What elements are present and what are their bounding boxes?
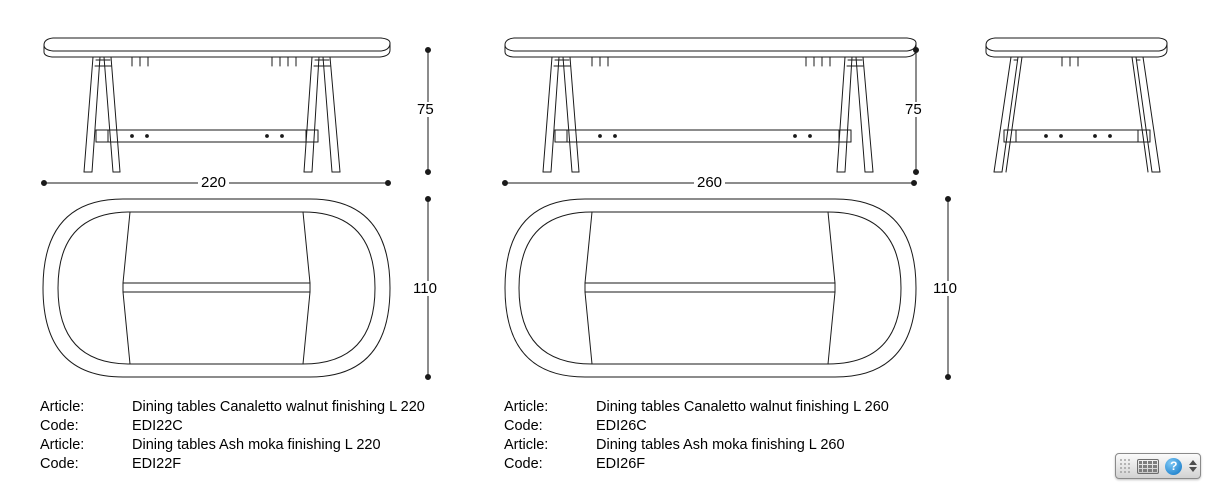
spec-key: Code:	[504, 418, 543, 434]
spec-row	[504, 398, 889, 417]
spec-value: Dining tables Ash moka finishing L 260	[596, 437, 845, 453]
drag-handle-icon[interactable]	[1119, 458, 1130, 474]
dim-label-center-height: 75	[902, 102, 925, 117]
spec-row	[40, 398, 425, 417]
dim-label-left-height: 75	[414, 102, 437, 117]
spec-key: Code:	[40, 456, 79, 472]
dim-label-left-width: 220	[198, 175, 229, 190]
help-icon[interactable]: ?	[1165, 458, 1182, 475]
view-center-plan	[505, 199, 916, 377]
spec-key: Article:	[40, 437, 85, 453]
spec-row	[504, 417, 889, 436]
spec-key: Article:	[504, 437, 549, 453]
spec-row	[504, 436, 889, 455]
spec-key: Article:	[504, 399, 549, 415]
dim-label-center-width: 260	[694, 175, 725, 190]
spec-key: Article:	[40, 399, 85, 415]
spec-value: EDI26C	[596, 418, 647, 434]
spec-key: Code:	[40, 418, 79, 434]
spec-value: EDI26F	[596, 456, 646, 472]
spec-block-left	[40, 398, 425, 474]
spec-value: EDI22F	[132, 456, 182, 472]
stepper-arrows-icon[interactable]	[1189, 460, 1197, 472]
spec-value: Dining tables Canaletto walnut finishing L 220	[132, 399, 425, 415]
spec-value: EDI22C	[132, 418, 183, 434]
spec-row	[40, 455, 425, 474]
spec-value: Dining tables Canaletto walnut finishing L 260	[596, 399, 889, 415]
spec-row	[40, 417, 425, 436]
dim-label-left-depth: 110	[410, 281, 440, 296]
view-left-plan	[43, 199, 390, 377]
spec-block-right	[504, 398, 889, 474]
spec-key: Code:	[504, 456, 543, 472]
spec-row	[40, 436, 425, 455]
keyboard-icon[interactable]	[1137, 459, 1159, 474]
view-center-elevation	[505, 38, 916, 172]
spec-row	[504, 455, 889, 474]
dim-label-center-depth: 110	[930, 281, 960, 296]
view-left-elevation	[44, 38, 390, 172]
view-right-side-elevation	[986, 38, 1167, 172]
floating-toolbar[interactable]	[1115, 453, 1201, 479]
spec-value: Dining tables Ash moka finishing L 220	[132, 437, 381, 453]
